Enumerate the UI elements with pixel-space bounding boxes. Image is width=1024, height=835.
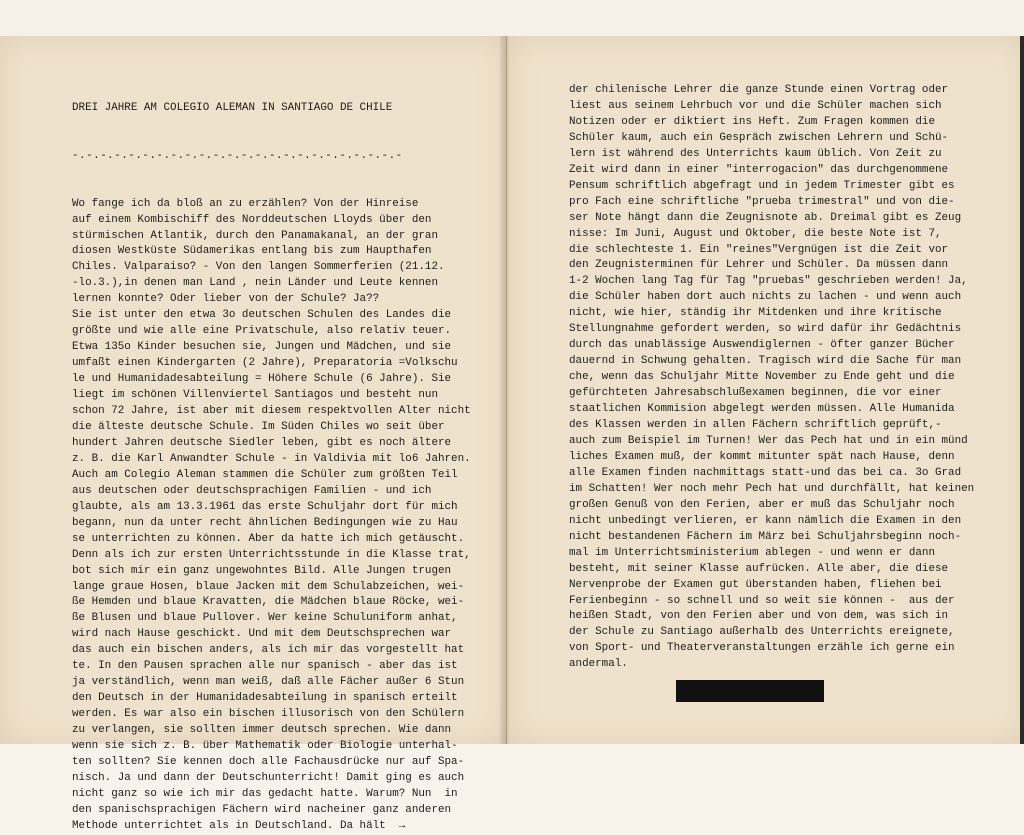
left-page-line: hundert Jahren deutsche Siedler leben, gibt es noch ältere xyxy=(72,436,452,449)
right-page-line: großen Genuß von den Ferien, aber er muß das Schuljahr noch xyxy=(569,498,955,511)
left-page-text xyxy=(72,69,471,835)
left-page-line: liegt im schönen Villenviertel Santiagos und besteht nun xyxy=(72,389,438,402)
title-underline: -.-.-.-.-.-.-.-.-.-.-.-.-.-.-.-.-.-.-.-.-.-.-.- xyxy=(72,149,403,162)
left-page-line: se unterrichten zu können. Aber da hatte ich mich getäuscht. xyxy=(72,532,465,545)
right-page-line: der Schule zu Santiago außerhalb des Unterrichts ereignete, xyxy=(569,626,955,639)
left-page-line: umfaßt einen Kindergarten (2 Jahre), Preparatoria =Volkschu xyxy=(72,357,458,370)
right-page-line: liches Examen muß, der kommt mitunter spät nach Hause, denn xyxy=(569,450,955,463)
right-page-line: des Klassen werden in allen Fächern schriftlich geprüft,- xyxy=(569,419,942,432)
left-page-line: le und Humanidadesabteilung = Höhere Schule (6 Jahre). Sie xyxy=(72,373,452,386)
right-page-line: nisse: Im Juni, August und Oktober, die beste Note ist 7, xyxy=(569,227,942,240)
left-page-line: stürmischen Atlantik, durch den Panamakanal, an der gran xyxy=(72,229,438,242)
left-page-line: den spanischsprachigen Fächern wird nacheiner ganz anderen xyxy=(72,803,452,816)
left-page-line: größte und wie alle eine Privatschule, also relativ teuer. xyxy=(72,325,452,338)
left-page-line: Denn als ich zur ersten Unterrichtsstunde in die Klasse trat, xyxy=(72,548,471,561)
right-page-text xyxy=(569,83,974,673)
left-page-line: Etwa 135o Kinder besuchen sie, Jungen und Mädchen, und sie xyxy=(72,341,452,354)
left-page-line: bot sich mir ein ganz ungewohntes Bild. Alle Jungen trugen xyxy=(72,564,452,577)
right-page-line: gefürchteten Jahresabschlußexamen beginnen, die vor einer xyxy=(569,387,942,400)
right-page-line: der chilenische Lehrer die ganze Stunde einen Vortrag oder xyxy=(569,84,949,96)
right-page-line: 1-2 Wochen lang Tag für Tag "pruebas" geschrieben werden! Ja, xyxy=(569,275,968,288)
left-page-line: ße Hemden und blaue Kravatten, die Mädchen blaue Röcke, wei- xyxy=(72,596,465,609)
right-page-line: Pensum schriftlich abgefragt und in jedem Trimester gibt es xyxy=(569,179,955,192)
right-page-line: Stellungnahme gefordert werden, so wird dafür ihr Gedächtnis xyxy=(569,323,962,336)
left-page-line: lange graue Hosen, blaue Jacken mit dem Schulabzeichen, wei- xyxy=(72,580,465,593)
left-page-line: -lo.3.),in denen man Land , nein Länder und Leute kennen xyxy=(72,277,438,290)
left-page-line: te. In den Pausen sprachen alle nur spanisch - aber das ist xyxy=(72,660,458,673)
right-page-line: lern ist während des Unterrichts kaum üblich. Von Zeit zu xyxy=(569,147,942,160)
right-page-line: Nervenprobe der Examen gut überstanden haben, fliehen bei xyxy=(569,578,942,591)
right-page-line: die Schüler haben dort auch nichts zu lachen - und wenn auch xyxy=(569,291,962,304)
right-page-line: alle Examen finden nachmittags statt-und das bei ca. 3o Grad xyxy=(569,466,962,479)
left-page-line: wird nach Hause geschickt. Und mit dem Deutschsprechen war xyxy=(72,628,452,641)
left-page xyxy=(0,36,507,832)
left-page-line: nisch. Ja und dann der Deutschunterricht! Damit ging es auch xyxy=(72,771,465,784)
right-page xyxy=(508,36,1024,744)
right-page-line: dauernd in Schwung gehalten. Tragisch wird die Sache für man xyxy=(569,355,962,368)
right-page-line: pro Fach eine schriftliche "prueba trimestral" und von die- xyxy=(569,195,955,208)
left-page-line: nicht ganz so wie ich mir das gedacht hatte. Warum? Nun in xyxy=(72,787,458,800)
article-title: DREI JAHRE AM COLEGIO ALEMAN IN SANTIAGO DE CHILE xyxy=(72,101,393,114)
right-page-line: Ferienbeginn - so schnell und so weit sie können - aus der xyxy=(569,594,955,607)
left-page-line: Wo fange ich da bloß an zu erzählen? Von der Hinreise xyxy=(72,197,419,210)
left-page-line: den Deutsch in der Humanidadesabteilung in spanisch erteilt xyxy=(72,692,458,705)
right-page-line: Schüler kaum, auch ein Gespräch zwischen Lehrern und Schü- xyxy=(569,131,949,144)
left-page-line: ße Blusen und blaue Pullover. Wer keine Schuluniform anhat, xyxy=(72,612,458,625)
redaction-bar xyxy=(676,680,824,702)
left-page-line: zu verlangen, sie sollten immer deutsch sprechen. Wie dann xyxy=(72,724,452,737)
right-page-line: nicht unbedingt verlieren, er kann nämlich die Examen in den xyxy=(569,514,962,527)
right-page-line: den Zeugnisterminen für Lehrer und Schüler. Da müssen dann xyxy=(569,259,949,272)
left-page-line: z. B. die Karl Anwandter Schule - in Valdivia mit lo6 Jahren. xyxy=(72,452,471,465)
left-page-line: schon 72 Jahre, ist aber mit diesem respektvollen Alter nicht xyxy=(72,405,471,418)
right-page-line: che, wenn das Schuljahr Mitte November zu Ende geht und die xyxy=(569,371,955,384)
right-page-line: staatlichen Kommision abgelegt werden müssen. Alle Humanida xyxy=(569,403,955,416)
left-page-line: begann, nun da unter recht ähnlichen Bedingungen wie zu Hau xyxy=(72,516,458,529)
left-page-line: aus deutschen oder deutschsprachigen Familien - und ich xyxy=(72,484,432,497)
left-page-line: diosen Westküste Südamerikas entlang bis zum Haupthafen xyxy=(72,245,432,258)
right-page-line: nicht, wie hier, ständig ihr Mitdenken und ihre kritische xyxy=(569,307,942,320)
right-page-line: mal im Unterrichtsministerium ablegen - und wenn er dann xyxy=(569,546,935,559)
left-page-line: ten sollten? Sie kennen doch alle Fachausdrücke nur auf Spa- xyxy=(72,755,465,768)
left-page-line: Chiles. Valparaiso? - Von den langen Sommerferien (21.12. xyxy=(72,261,445,274)
left-page-line: Sie ist unter den etwa 3o deutschen Schulen des Landes die xyxy=(72,309,452,322)
left-page-line: lernen konnte? Oder lieber von der Schule? Ja?? xyxy=(72,293,380,306)
left-page-line: wenn sie sich z. B. über Mathematik oder Biologie unterhal- xyxy=(72,740,458,753)
right-page-line: heißen Stadt, von den Ferien aber und von dem, was sich in xyxy=(569,610,949,623)
left-page-line: Methode unterrichtet als in Deutschland. Da hält → xyxy=(72,819,406,832)
right-page-line: durch das unablässige Auswendiglernen - öfter ganzer Bücher xyxy=(569,339,955,352)
right-page-line: besteht, mit seiner Klasse aufrücken. Alle aber, die diese xyxy=(569,562,949,575)
right-page-line: von Sport- und Theaterveranstaltungen erzähle ich gerne ein xyxy=(569,642,955,655)
left-page-line: Auch am Colegio Aleman stammen die Schüler zum größten Teil xyxy=(72,468,458,481)
right-page-line: andermal. xyxy=(569,658,628,671)
left-page-line: die älteste deutsche Schule. Im Süden Chiles wo seit über xyxy=(72,420,445,433)
left-page-line: glaubte, als am 13.3.1961 das erste Schuljahr dort für mich xyxy=(72,500,458,513)
right-page-line: nicht bestandenen Fächern im März bei Schuljahrsbeginn noch- xyxy=(569,530,962,543)
right-page-line: im Schatten! Wer noch mehr Pech hat und durchfällt, hat keinen xyxy=(569,482,975,495)
right-page-line: liest aus seinem Lehrbuch vor und die Schüler machen sich xyxy=(569,99,942,112)
left-page-line: ja verständlich, wenn man weiß, daß alle Fächer außer 6 Stun xyxy=(72,676,465,689)
scan-edge xyxy=(1020,36,1024,744)
right-page-line: ser Note hängt dann die Zeugnisnote ab. Dreimal gibt es Zeug xyxy=(569,211,962,224)
right-page-line: Notizen oder er diktiert ins Heft. Zum Fragen kommen die xyxy=(569,115,935,128)
left-page-line: werden. Es war also ein bischen illusorisch von den Schülern xyxy=(72,708,465,721)
left-page-line: das auch ein bischen anders, als ich mir das vorgestellt hat xyxy=(72,644,465,657)
right-page-line: die schlechteste 1. Ein "reines"Vergnügen ist die Zeit vor xyxy=(569,243,949,256)
left-page-line: auf einem Kombischiff des Norddeutschen Lloyds über den xyxy=(72,213,432,226)
right-page-line: Zeit wird dann in einer "interrogacion" das durchgenommene xyxy=(569,163,949,176)
right-page-line: auch zum Beispiel im Turnen! Wer das Pech hat und in ein münd xyxy=(569,434,968,447)
